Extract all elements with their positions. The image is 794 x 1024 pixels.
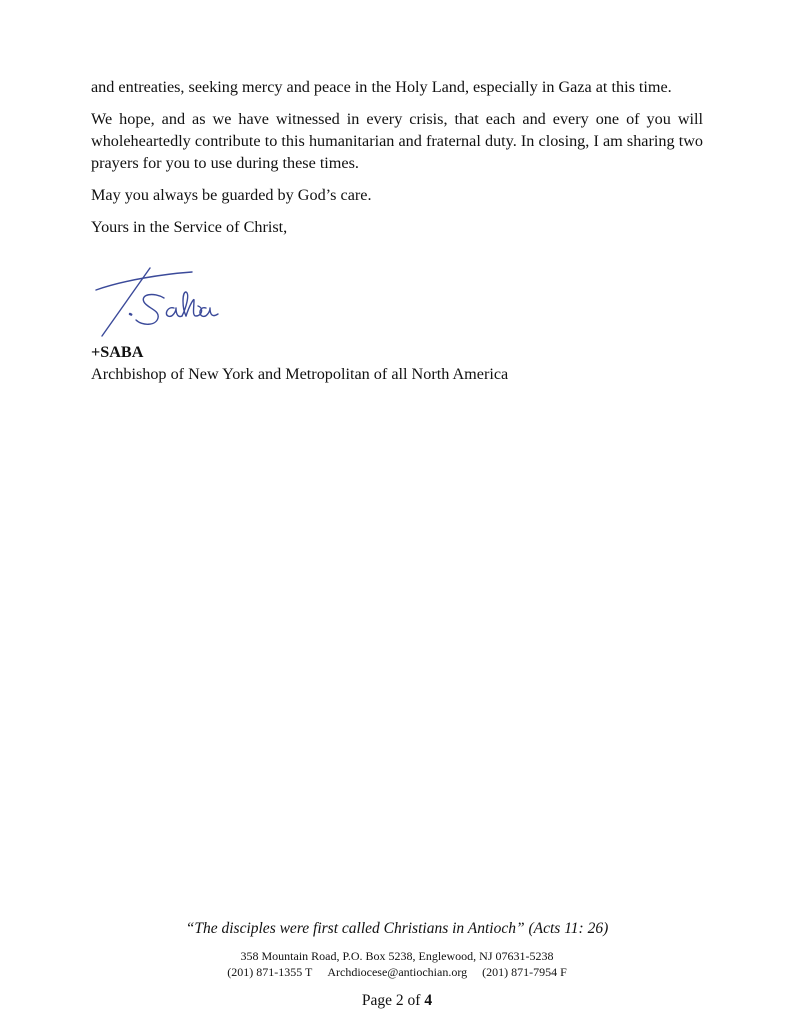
footer-address: 358 Mountain Road, P.O. Box 5238, Englewood, NJ 07631-5238	[240, 949, 554, 963]
footer-quote-text: “The disciples were first called Christians in Antioch”	[185, 920, 525, 937]
page-total: 4	[424, 992, 433, 1009]
footer-quote-reference: (Acts 11: 26)	[528, 920, 609, 937]
signatory-name: +SABA	[91, 343, 144, 361]
footer-phone: (201) 871-1355 T	[227, 965, 313, 979]
page-label: Page	[361, 992, 393, 1009]
footer-email[interactable]: Archdiocese@antiochian.org	[327, 965, 468, 979]
signature-block	[91, 341, 508, 385]
footer-quote	[0, 920, 794, 938]
paragraph-hope: We hope, and as we have witnessed in every crisis, that each and every one of you will wholeheartedly contribute to this humanitarian and fraternal duty. In closing, I am sharing two prayers for you to use during these times.	[91, 110, 703, 172]
signatory-title: Archbishop of New York and Metropolitan of all North America	[91, 365, 509, 383]
footer-contact	[0, 964, 794, 980]
paragraph-closing-entreaties: and entreaties, seeking mercy and peace in the Holy Land, especially in Gaza at this time.	[91, 78, 672, 96]
valediction: Yours in the Service of Christ,	[91, 218, 288, 236]
page-number	[0, 992, 794, 1010]
handwritten-signature	[94, 264, 230, 340]
page-current: 2	[395, 992, 404, 1009]
letter-body	[91, 76, 703, 248]
paragraph-blessing: May you always be guarded by God’s care.	[91, 186, 372, 204]
footer-fax: (201) 871-7954 F	[482, 965, 567, 979]
page-of: of	[407, 992, 421, 1009]
